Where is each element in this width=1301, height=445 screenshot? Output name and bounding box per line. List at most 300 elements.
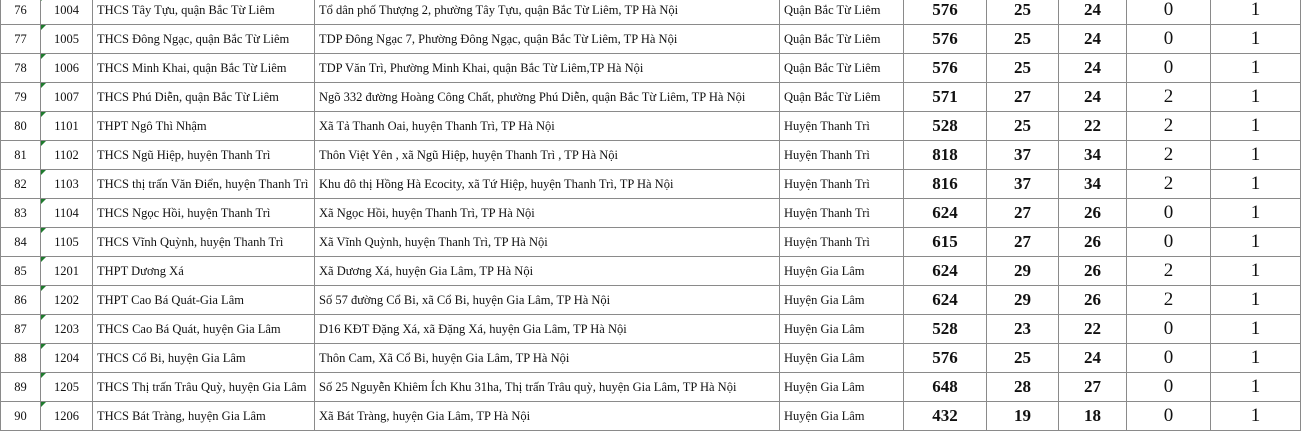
value-cell-1-text: 432 (932, 406, 958, 425)
value-cell-3-text: 24 (1084, 87, 1101, 106)
stt-cell[interactable] (1, 402, 41, 431)
school-code-cell[interactable] (41, 257, 93, 286)
value-cell-5-text: 1 (1250, 347, 1261, 368)
value-cell-3-text: 26 (1084, 203, 1101, 222)
school-name-cell[interactable] (93, 286, 315, 315)
value-cell-4-text: 2 (1163, 173, 1174, 194)
address-cell-text: Xã Bát Tràng, huyện Gia Lâm, TP Hà Nội (319, 408, 531, 423)
district-cell-text: Quận Bắc Từ Liêm (784, 2, 881, 17)
value-cell-4-text: 0 (1163, 347, 1174, 368)
value-cell-5-text: 1 (1250, 260, 1261, 281)
district-cell-text: Quận Bắc Từ Liêm (784, 89, 881, 104)
stt-cell[interactable] (1, 141, 41, 170)
cell-comment-indicator-icon (41, 25, 46, 30)
school-code-cell-text: 1102 (54, 147, 79, 162)
value-cell-1-text: 624 (932, 261, 958, 280)
school-name-cell-text: THCS Bát Tràng, huyện Gia Lâm (97, 408, 266, 423)
value-cell-2[interactable] (987, 54, 1059, 83)
value-cell-1[interactable] (904, 228, 987, 257)
value-cell-4[interactable] (1127, 54, 1211, 83)
address-cell[interactable] (315, 402, 780, 431)
value-cell-2[interactable] (987, 286, 1059, 315)
address-cell[interactable] (315, 141, 780, 170)
district-cell[interactable] (780, 257, 904, 286)
value-cell-2[interactable] (987, 170, 1059, 199)
value-cell-5-text: 1 (1250, 115, 1261, 136)
value-cell-1-text: 624 (932, 203, 958, 222)
district-cell[interactable] (780, 315, 904, 344)
value-cell-2[interactable] (987, 228, 1059, 257)
value-cell-3-text: 24 (1084, 348, 1101, 367)
value-cell-3[interactable] (1059, 112, 1127, 141)
school-name-cell-text: THCS thị trấn Văn Điển, huyện Thanh Trì (97, 176, 309, 191)
value-cell-5-text: 1 (1250, 405, 1261, 426)
address-cell-text: Tổ dân phố Thượng 2, phường Tây Tựu, quận Bắc Từ Liêm, TP Hà Nội (319, 2, 679, 17)
value-cell-4-text: 2 (1163, 144, 1174, 165)
school-code-cell-text: 1202 (54, 292, 79, 307)
value-cell-4-text: 0 (1163, 57, 1174, 78)
value-cell-1-text: 624 (932, 290, 958, 309)
address-cell-text: TDP Đông Ngạc 7, Phường Đông Ngạc, quận Bắc Từ Liêm, TP Hà Nội (319, 31, 678, 46)
stt-cell-text: 82 (14, 176, 27, 191)
cell-comment-indicator-icon (41, 228, 46, 233)
school-code-cell[interactable] (41, 199, 93, 228)
value-cell-5[interactable] (1211, 402, 1301, 431)
cell-comment-indicator-icon (41, 199, 46, 204)
value-cell-5-text: 1 (1250, 231, 1261, 252)
value-cell-2-text: 25 (1014, 58, 1031, 77)
stt-cell[interactable] (1, 373, 41, 402)
value-cell-3-text: 34 (1084, 145, 1101, 164)
school-code-cell[interactable] (41, 170, 93, 199)
school-code-cell-text: 1103 (54, 176, 79, 191)
value-cell-2-text: 27 (1014, 87, 1031, 106)
value-cell-5[interactable] (1211, 141, 1301, 170)
school-name-cell[interactable] (93, 83, 315, 112)
value-cell-4[interactable] (1127, 373, 1211, 402)
value-cell-5[interactable] (1211, 228, 1301, 257)
value-cell-3[interactable] (1059, 83, 1127, 112)
value-cell-4[interactable] (1127, 257, 1211, 286)
district-cell-text: Huyện Gia Lâm (784, 379, 865, 394)
address-cell[interactable] (315, 286, 780, 315)
school-name-cell[interactable] (93, 344, 315, 373)
stt-cell[interactable] (1, 54, 41, 83)
school-name-cell[interactable] (93, 170, 315, 199)
school-name-cell[interactable] (93, 54, 315, 83)
value-cell-3[interactable] (1059, 0, 1127, 25)
value-cell-2[interactable] (987, 315, 1059, 344)
school-code-cell[interactable] (41, 141, 93, 170)
table-row (1, 83, 1301, 112)
value-cell-3-text: 24 (1084, 58, 1101, 77)
value-cell-2[interactable] (987, 25, 1059, 54)
value-cell-5-text: 1 (1250, 202, 1261, 223)
district-cell[interactable] (780, 344, 904, 373)
value-cell-1-text: 818 (932, 145, 958, 164)
value-cell-2-text: 27 (1014, 203, 1031, 222)
school-name-cell-text: THCS Ngọc Hồi, huyện Thanh Trì (97, 205, 271, 220)
value-cell-3-text: 24 (1084, 0, 1101, 19)
value-cell-5-text: 1 (1250, 144, 1261, 165)
address-cell-text: Số 25 Nguyễn Khiêm Ích Khu 31ha, Thị trấn Trâu quỳ, huyện Gia Lâm, TP Hà Nội (319, 379, 737, 394)
value-cell-3-text: 22 (1084, 116, 1101, 135)
value-cell-1-text: 576 (932, 29, 958, 48)
value-cell-5[interactable] (1211, 112, 1301, 141)
value-cell-4[interactable] (1127, 83, 1211, 112)
value-cell-5[interactable] (1211, 199, 1301, 228)
stt-cell[interactable] (1, 344, 41, 373)
value-cell-3[interactable] (1059, 315, 1127, 344)
school-code-cell[interactable] (41, 112, 93, 141)
school-code-cell-text: 1007 (54, 89, 79, 104)
table-row (1, 257, 1301, 286)
cell-comment-indicator-icon (41, 402, 46, 407)
value-cell-2-text: 37 (1014, 145, 1031, 164)
value-cell-3[interactable] (1059, 257, 1127, 286)
value-cell-4[interactable] (1127, 0, 1211, 25)
value-cell-3[interactable] (1059, 25, 1127, 54)
value-cell-2[interactable] (987, 83, 1059, 112)
district-cell[interactable] (780, 402, 904, 431)
district-cell[interactable] (780, 199, 904, 228)
district-cell-text: Huyện Thanh Trì (784, 205, 870, 220)
school-code-cell-text: 1005 (54, 31, 79, 46)
value-cell-1[interactable] (904, 257, 987, 286)
address-cell[interactable] (315, 170, 780, 199)
stt-cell[interactable] (1, 286, 41, 315)
value-cell-5[interactable] (1211, 83, 1301, 112)
value-cell-1-text: 576 (932, 58, 958, 77)
value-cell-2-text: 27 (1014, 232, 1031, 251)
district-cell[interactable] (780, 0, 904, 25)
value-cell-3-text: 26 (1084, 232, 1101, 251)
address-cell-text: Xã Vĩnh Quỳnh, huyện Thanh Trì, TP Hà Nội (319, 234, 548, 249)
district-cell[interactable] (780, 228, 904, 257)
address-cell-text: Số 57 đường Cổ Bi, xã Cổ Bi, huyện Gia Lâm, TP Hà Nội (319, 292, 611, 307)
value-cell-1-text: 816 (932, 174, 958, 193)
value-cell-2-text: 25 (1014, 0, 1031, 19)
address-cell[interactable] (315, 344, 780, 373)
value-cell-4-text: 2 (1163, 86, 1174, 107)
value-cell-5[interactable] (1211, 344, 1301, 373)
value-cell-4[interactable] (1127, 25, 1211, 54)
value-cell-5[interactable] (1211, 0, 1301, 25)
school-name-cell-text: THCS Đông Ngạc, quận Bắc Từ Liêm (97, 31, 290, 46)
value-cell-5[interactable] (1211, 25, 1301, 54)
value-cell-4-text: 0 (1163, 231, 1174, 252)
district-cell-text: Huyện Gia Lâm (784, 263, 865, 278)
school-code-cell[interactable] (41, 83, 93, 112)
value-cell-4[interactable] (1127, 286, 1211, 315)
value-cell-3[interactable] (1059, 344, 1127, 373)
stt-cell-text: 81 (14, 147, 27, 162)
table-row (1, 373, 1301, 402)
value-cell-5[interactable] (1211, 286, 1301, 315)
value-cell-5-text: 1 (1250, 86, 1261, 107)
value-cell-4[interactable] (1127, 402, 1211, 431)
school-name-cell-text: THPT Dương Xá (97, 263, 184, 278)
address-cell[interactable] (315, 315, 780, 344)
district-cell[interactable] (780, 141, 904, 170)
address-cell[interactable] (315, 25, 780, 54)
value-cell-2[interactable] (987, 402, 1059, 431)
value-cell-1-text: 528 (932, 116, 958, 135)
stt-cell-text: 86 (14, 292, 27, 307)
school-code-cell[interactable] (41, 373, 93, 402)
cell-comment-indicator-icon (41, 112, 46, 117)
school-name-cell[interactable] (93, 25, 315, 54)
school-code-cell-text: 1203 (54, 321, 79, 336)
value-cell-5[interactable] (1211, 54, 1301, 83)
table-row (1, 402, 1301, 431)
cell-comment-indicator-icon (41, 170, 46, 175)
value-cell-3[interactable] (1059, 373, 1127, 402)
school-name-cell[interactable] (93, 228, 315, 257)
school-code-cell-text: 1201 (54, 263, 79, 278)
address-cell-text: Thôn Việt Yên , xã Ngũ Hiệp, huyện Thanh Trì , TP Hà Nội (319, 147, 618, 162)
district-cell[interactable] (780, 112, 904, 141)
value-cell-2[interactable] (987, 112, 1059, 141)
value-cell-3[interactable] (1059, 286, 1127, 315)
address-cell[interactable] (315, 54, 780, 83)
value-cell-1[interactable] (904, 112, 987, 141)
table-row (1, 25, 1301, 54)
school-code-cell[interactable] (41, 402, 93, 431)
school-name-cell[interactable] (93, 402, 315, 431)
school-name-cell-text: THCS Cao Bá Quát, huyện Gia Lâm (97, 321, 281, 336)
address-cell[interactable] (315, 228, 780, 257)
cell-comment-indicator-icon (41, 54, 46, 59)
stt-cell-text: 79 (14, 89, 27, 104)
school-code-cell[interactable] (41, 0, 93, 25)
value-cell-3[interactable] (1059, 141, 1127, 170)
value-cell-1[interactable] (904, 141, 987, 170)
school-code-cell[interactable] (41, 286, 93, 315)
value-cell-4[interactable] (1127, 170, 1211, 199)
address-cell[interactable] (315, 0, 780, 25)
value-cell-2[interactable] (987, 0, 1059, 25)
cell-comment-indicator-icon (41, 286, 46, 291)
value-cell-3[interactable] (1059, 54, 1127, 83)
stt-cell[interactable] (1, 112, 41, 141)
value-cell-2-text: 19 (1014, 406, 1031, 425)
value-cell-2-text: 25 (1014, 348, 1031, 367)
school-name-cell-text: THCS Minh Khai, quận Bắc Từ Liêm (97, 60, 287, 75)
table-row (1, 199, 1301, 228)
value-cell-2[interactable] (987, 373, 1059, 402)
stt-cell[interactable] (1, 199, 41, 228)
value-cell-1[interactable] (904, 344, 987, 373)
school-name-cell[interactable] (93, 141, 315, 170)
address-cell[interactable] (315, 257, 780, 286)
cell-comment-indicator-icon (41, 0, 46, 1)
value-cell-5[interactable] (1211, 257, 1301, 286)
value-cell-4-text: 0 (1163, 376, 1174, 397)
school-code-cell-text: 1004 (54, 2, 79, 17)
stt-cell[interactable] (1, 170, 41, 199)
value-cell-4[interactable] (1127, 228, 1211, 257)
school-code-cell-text: 1204 (54, 350, 79, 365)
value-cell-3-text: 22 (1084, 319, 1101, 338)
value-cell-1[interactable] (904, 170, 987, 199)
address-cell-text: Xã Dương Xá, huyện Gia Lâm, TP Hà Nội (319, 263, 534, 278)
value-cell-1[interactable] (904, 0, 987, 25)
stt-cell-text: 87 (14, 321, 27, 336)
value-cell-2[interactable] (987, 257, 1059, 286)
value-cell-3[interactable] (1059, 402, 1127, 431)
address-cell[interactable] (315, 373, 780, 402)
stt-cell[interactable] (1, 83, 41, 112)
value-cell-4[interactable] (1127, 199, 1211, 228)
value-cell-2-text: 29 (1014, 261, 1031, 280)
district-cell-text: Huyện Gia Lâm (784, 350, 865, 365)
value-cell-1-text: 615 (932, 232, 958, 251)
school-code-cell[interactable] (41, 315, 93, 344)
district-cell-text: Quận Bắc Từ Liêm (784, 31, 881, 46)
value-cell-4-text: 0 (1163, 318, 1174, 339)
school-name-cell[interactable] (93, 0, 315, 25)
district-cell[interactable] (780, 170, 904, 199)
stt-cell-text: 80 (14, 118, 27, 133)
stt-cell[interactable] (1, 0, 41, 25)
value-cell-4-text: 2 (1163, 260, 1174, 281)
cell-comment-indicator-icon (41, 141, 46, 146)
district-cell-text: Huyện Thanh Trì (784, 234, 870, 249)
stt-cell[interactable] (1, 228, 41, 257)
value-cell-5-text: 1 (1250, 57, 1261, 78)
table-row (1, 0, 1301, 25)
district-cell-text: Huyện Thanh Trì (784, 147, 870, 162)
district-cell[interactable] (780, 286, 904, 315)
value-cell-3[interactable] (1059, 170, 1127, 199)
stt-cell[interactable] (1, 315, 41, 344)
value-cell-3-text: 18 (1084, 406, 1101, 425)
value-cell-1[interactable] (904, 315, 987, 344)
address-cell-text: D16 KĐT Đặng Xá, xã Đặng Xá, huyện Gia Lâm, TP Hà Nội (319, 321, 627, 336)
value-cell-1-text: 576 (932, 0, 958, 19)
value-cell-1[interactable] (904, 373, 987, 402)
value-cell-1-text: 648 (932, 377, 958, 396)
value-cell-3-text: 27 (1084, 377, 1101, 396)
stt-cell[interactable] (1, 25, 41, 54)
school-name-cell-text: THCS Tây Tựu, quận Bắc Từ Liêm (97, 2, 275, 17)
value-cell-1[interactable] (904, 286, 987, 315)
school-code-cell-text: 1101 (54, 118, 79, 133)
value-cell-1[interactable] (904, 25, 987, 54)
value-cell-2-text: 37 (1014, 174, 1031, 193)
address-cell-text: Xã Ngọc Hồi, huyện Thanh Trì, TP Hà Nội (319, 205, 535, 220)
table-row (1, 344, 1301, 373)
table-row (1, 170, 1301, 199)
table-row (1, 112, 1301, 141)
school-name-cell[interactable] (93, 373, 315, 402)
stt-cell-text: 83 (14, 205, 27, 220)
school-code-cell-text: 1105 (54, 234, 79, 249)
school-code-cell[interactable] (41, 344, 93, 373)
address-cell-text: Ngõ 332 đường Hoàng Công Chất, phường Phú Diễn, quận Bắc Từ Liêm, TP Hà Nội (319, 89, 746, 104)
value-cell-4[interactable] (1127, 112, 1211, 141)
value-cell-3[interactable] (1059, 228, 1127, 257)
table-row (1, 141, 1301, 170)
address-cell[interactable] (315, 112, 780, 141)
school-name-cell[interactable] (93, 199, 315, 228)
stt-cell-text: 76 (14, 2, 27, 17)
value-cell-3-text: 26 (1084, 261, 1101, 280)
value-cell-4[interactable] (1127, 141, 1211, 170)
value-cell-1[interactable] (904, 83, 987, 112)
value-cell-3-text: 26 (1084, 290, 1101, 309)
cell-comment-indicator-icon (41, 83, 46, 88)
value-cell-2-text: 23 (1014, 319, 1031, 338)
value-cell-1[interactable] (904, 402, 987, 431)
stt-cell-text: 89 (14, 379, 27, 394)
cell-comment-indicator-icon (41, 257, 46, 262)
school-name-cell[interactable] (93, 257, 315, 286)
value-cell-1[interactable] (904, 199, 987, 228)
address-cell-text: TDP Văn Trì, Phường Minh Khai, quận Bắc Từ Liêm,TP Hà Nội (319, 60, 644, 75)
value-cell-2[interactable] (987, 199, 1059, 228)
school-name-cell-text: THCS Vĩnh Quỳnh, huyện Thanh Trì (97, 234, 284, 249)
school-code-cell[interactable] (41, 228, 93, 257)
stt-cell-text: 77 (14, 31, 27, 46)
value-cell-5[interactable] (1211, 170, 1301, 199)
stt-cell-text: 90 (14, 408, 27, 423)
school-code-cell-text: 1206 (54, 408, 79, 423)
school-code-cell[interactable] (41, 54, 93, 83)
school-name-cell-text: THCS Ngũ Hiệp, huyện Thanh Trì (97, 147, 271, 162)
value-cell-4-text: 2 (1163, 289, 1174, 310)
school-name-cell[interactable] (93, 112, 315, 141)
value-cell-4-text: 0 (1163, 405, 1174, 426)
value-cell-4[interactable] (1127, 344, 1211, 373)
district-cell-text: Huyện Gia Lâm (784, 292, 865, 307)
district-cell[interactable] (780, 83, 904, 112)
district-cell[interactable] (780, 373, 904, 402)
value-cell-4-text: 2 (1163, 115, 1174, 136)
value-cell-2-text: 25 (1014, 29, 1031, 48)
value-cell-5-text: 1 (1250, 376, 1261, 397)
address-cell[interactable] (315, 199, 780, 228)
school-code-cell-text: 1006 (54, 60, 79, 75)
value-cell-4[interactable] (1127, 315, 1211, 344)
address-cell-text: Thôn Cam, Xã Cổ Bi, huyện Gia Lâm, TP Hà Nội (319, 350, 570, 365)
value-cell-5-text: 1 (1250, 289, 1261, 310)
cell-comment-indicator-icon (41, 373, 46, 378)
district-cell[interactable] (780, 54, 904, 83)
value-cell-5[interactable] (1211, 373, 1301, 402)
stt-cell[interactable] (1, 257, 41, 286)
table-row (1, 228, 1301, 257)
school-name-cell[interactable] (93, 315, 315, 344)
address-cell[interactable] (315, 83, 780, 112)
district-cell-text: Quận Bắc Từ Liêm (784, 60, 881, 75)
school-code-cell[interactable] (41, 25, 93, 54)
value-cell-2-text: 29 (1014, 290, 1031, 309)
value-cell-2[interactable] (987, 344, 1059, 373)
stt-cell-text: 78 (14, 60, 27, 75)
value-cell-3[interactable] (1059, 199, 1127, 228)
district-cell[interactable] (780, 25, 904, 54)
value-cell-1[interactable] (904, 54, 987, 83)
district-cell-text: Huyện Thanh Trì (784, 118, 870, 133)
value-cell-5[interactable] (1211, 315, 1301, 344)
value-cell-2[interactable] (987, 141, 1059, 170)
school-name-cell-text: THCS Thị trấn Trâu Quỳ, huyện Gia Lâm (97, 379, 307, 394)
stt-cell-text: 85 (14, 263, 27, 278)
cell-comment-indicator-icon (41, 315, 46, 320)
school-name-cell-text: THPT Ngô Thì Nhậm (97, 118, 207, 133)
